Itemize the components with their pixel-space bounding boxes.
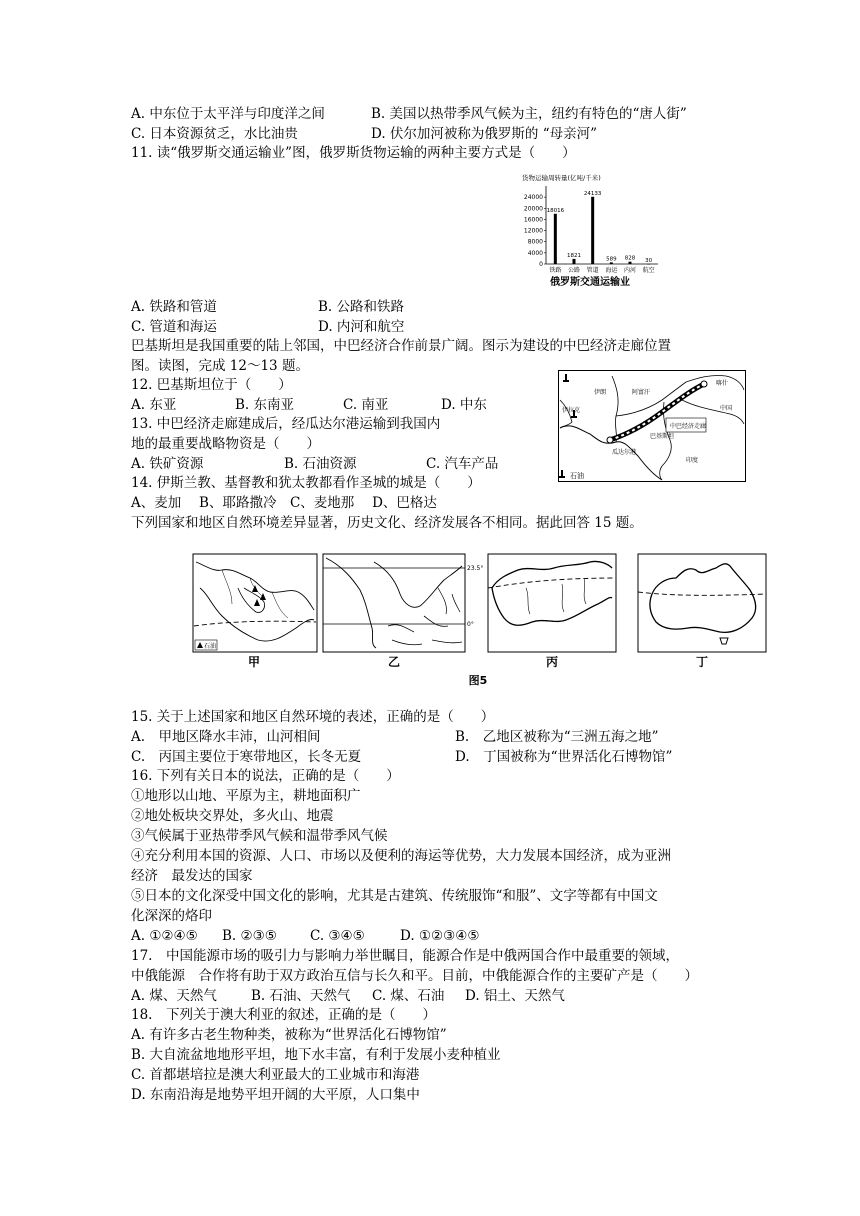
q18-option-b: B. 大自流盆地地形平坦，地下水丰富，有利于发展小麦种植业 (131, 1047, 501, 1063)
passage-pakistan-line2: 图。读图，完成 12～13 题。 (131, 358, 309, 374)
bar (554, 214, 557, 264)
map-bing-russia (488, 554, 616, 652)
q16-statement-5-line2: 化深深的烙印 (131, 908, 212, 924)
map-label-1: 乙 (387, 655, 401, 669)
q12-option-c: C. 南亚 (343, 397, 389, 413)
q13-option-a: A. 铁矿资源 (131, 456, 204, 472)
y-tick-label: 4000 (527, 249, 543, 257)
q12-option-a: A. 东亚 (131, 397, 177, 413)
q13-stem-line1: 13. 中巴经济走廊建成后，经瓜达尔港运输到我国内 (131, 416, 441, 432)
q12-stem: 12. 巴基斯坦位于（ ） (131, 377, 292, 393)
q16-statement-5-line1: ⑤日本的文化深受中国文化的影响，尤其是古建筑、传统服饰“和服”、文字等都有中国文 (131, 888, 658, 904)
bar (591, 197, 594, 264)
q11-option-c: C. 管道和海运 (131, 319, 217, 335)
map-ding-australia (638, 554, 766, 652)
map-label: 印度 (686, 457, 699, 464)
bar-value-label: 24133 (583, 190, 602, 197)
kashgar-marker (701, 381, 707, 387)
map-label: 中国 (720, 405, 733, 412)
q16-stem: 16. 下列有关日本的说法，正确的是（ ） (131, 768, 400, 784)
q18-option-a: A. 有许多古老生物种类，被称为“世界活化石博物馆” (131, 1027, 447, 1043)
q11-option-d: D. 内河和航空 (318, 319, 405, 335)
q13-stem-line2: 地的最重要战略物资是（ ） (131, 436, 320, 452)
x-tick-label: 内河 (623, 267, 637, 274)
y-tick-label: 12000 (523, 227, 543, 235)
q13-option-b: B. 石油资源 (284, 456, 357, 472)
q16-option-a: A. ①②④⑤ (131, 928, 198, 944)
q17-option-d: D. 铝土、天然气 (465, 988, 565, 1004)
q10-option-a: A. 中东位于太平洋与印度洋之间 (131, 106, 325, 122)
x-tick-label: 铁路 (549, 267, 562, 274)
china-pakistan-corridor-map (558, 370, 746, 482)
q17-option-a: A. 煤、天然气 (131, 988, 217, 1004)
map-label: 石油 (570, 472, 584, 480)
passage-q15: 下列国家和地区自然环境差异显著，历史文化、经济发展各不相同。据此回答 15 题。 (131, 515, 643, 531)
bar (610, 262, 613, 264)
gwadar-port-marker (607, 437, 613, 443)
q17-option-c: C. 煤、石油 (372, 988, 445, 1004)
map-label: 瓜达尔港 (612, 449, 637, 456)
q11-stem: 11. 读“俄罗斯交通运输业”图，俄罗斯货物运输的两种主要方式是（ ） (131, 145, 576, 161)
map-label: 中巴经济走廊 (670, 423, 707, 430)
russia-transport-chart (508, 170, 668, 288)
q16-option-b: B. ②③⑤ (222, 928, 277, 944)
q15-option-a: A. 甲地区降水丰沛，山河相间 (131, 729, 321, 745)
tropic-label: 23.5° (467, 565, 484, 572)
q15-option-b: B. 乙地区被称为“三洲五海之地” (455, 729, 659, 745)
q16-statement-1: ①地形以山地、平原为主，耕地面积广 (131, 788, 361, 804)
q16-statement-2: ②地处板块交界处，多火山、地震 (131, 808, 334, 824)
q16-option-c: C. ③④⑤ (310, 928, 365, 944)
q15-option-d: D. 丁国被称为“世界活化石博物馆” (455, 749, 673, 765)
y-tick-label: 20000 (523, 205, 543, 213)
bar-value-label: 18016 (546, 207, 565, 214)
x-tick-label: 公路 (567, 267, 581, 274)
bar-value-label: 30 (645, 257, 653, 264)
equator-label: 0° (467, 621, 474, 628)
q11-option-a: A. 铁路和管道 (131, 299, 217, 315)
chart-ylabel: 货物运输周转量(亿吨/千米) (522, 174, 601, 182)
x-tick-label: 管道 (586, 267, 599, 274)
q11-option-b: B. 公路和铁路 (318, 299, 405, 315)
map-label: 阿富汗 (632, 389, 651, 396)
q18-option-c: C. 首都堪培拉是澳大利亚最大的工业城市和海港 (131, 1067, 420, 1083)
x-tick-label: 海运 (605, 267, 618, 274)
q17-stem-line1: 17. 中国能源市场的吸引力与影响力举世瞩目，能源合作是中俄两国合作中最重要的领域， (131, 948, 679, 964)
map-label-0: 甲 (247, 655, 261, 669)
q15-option-c: C. 丙国主要位于寒带地区，长冬无夏 (131, 749, 362, 765)
y-tick-label: 16000 (523, 216, 543, 224)
q17-stem-line2: 中俄能源 合作将有助于双方政治互信与长久和平。目前，中俄能源合作的主要矿产是（ ） (131, 968, 698, 984)
q17-option-b: B. 石油、天然气 (251, 988, 351, 1004)
q16-statement-4-line2: 经济 最发达的国家 (131, 868, 253, 884)
map-jia-middle-east (193, 554, 317, 652)
passage-pakistan-line1: 巴基斯坦是我国重要的陆上邻国，中巴经济合作前景广阔。图示为建设的中巴经济走廊位置 (131, 338, 671, 354)
q18-stem: 18. 下列关于澳大利亚的叙述，正确的是（ ） (131, 1007, 436, 1023)
map-label: 喀什 (716, 380, 729, 387)
map-label-3: 丁 (695, 655, 709, 669)
legend-label: 石油 (204, 643, 217, 650)
q15-stem: 15. 关于上述国家和地区自然环境的表述，正确的是（ ） (131, 709, 495, 725)
q16-option-d: D. ①②③④⑤ (400, 928, 480, 944)
y-tick-label: 8000 (527, 238, 543, 246)
map-label: 伊拉克 (562, 407, 581, 414)
chart-title: 俄罗斯交通运输业 (550, 277, 630, 288)
bar (573, 259, 576, 264)
q13-option-c: C. 汽车产品 (426, 456, 499, 472)
figure-caption: 图5 (468, 674, 488, 687)
q14-options: A、麦加 B、耶路撒冷 C、麦地那 D、巴格达 (131, 495, 437, 511)
bar (647, 264, 650, 265)
bar-value-label: 1821 (567, 252, 581, 259)
q14-stem: 14. 伊斯兰教、基督教和犹太教都看作圣城的城是（ ） (131, 475, 481, 491)
bar-value-label: 589 (606, 256, 617, 263)
bar-value-label: 828 (624, 255, 636, 262)
q10-option-d: D. 伏尔加河被称为俄罗斯的 “母亲河” (371, 126, 598, 142)
q16-statement-3: ③气候属于亚热带季风气候和温带季风气候 (131, 828, 388, 844)
figure-5-maps (192, 548, 768, 690)
q12-option-d: D. 中东 (441, 397, 487, 413)
q16-statement-4-line1: ④充分利用本国的资源、人口、市场以及便利的海运等优势，大力发展本国经济，成为亚洲 (131, 848, 671, 864)
map-yi-southeast-asia (323, 554, 465, 652)
q10-option-c: C. 日本资源贫乏，水比油贵 (131, 126, 298, 142)
map-label-2: 丙 (545, 655, 559, 669)
q10-option-b: B. 美国以热带季风气候为主，纽约有特色的“唐人街” (371, 106, 687, 122)
q12-option-b: B. 东南亚 (235, 397, 295, 413)
map-label: 伊朗 (594, 389, 607, 396)
y-tick-label: 24000 (523, 194, 543, 202)
x-tick-label: 航空 (642, 267, 655, 274)
map-label: 巴基斯坦 (650, 433, 675, 440)
y-tick-label: 0 (539, 261, 543, 268)
q18-option-d: D. 东南沿海是地势平坦开阔的大平原，人口集中 (131, 1087, 420, 1103)
bar (629, 262, 632, 264)
